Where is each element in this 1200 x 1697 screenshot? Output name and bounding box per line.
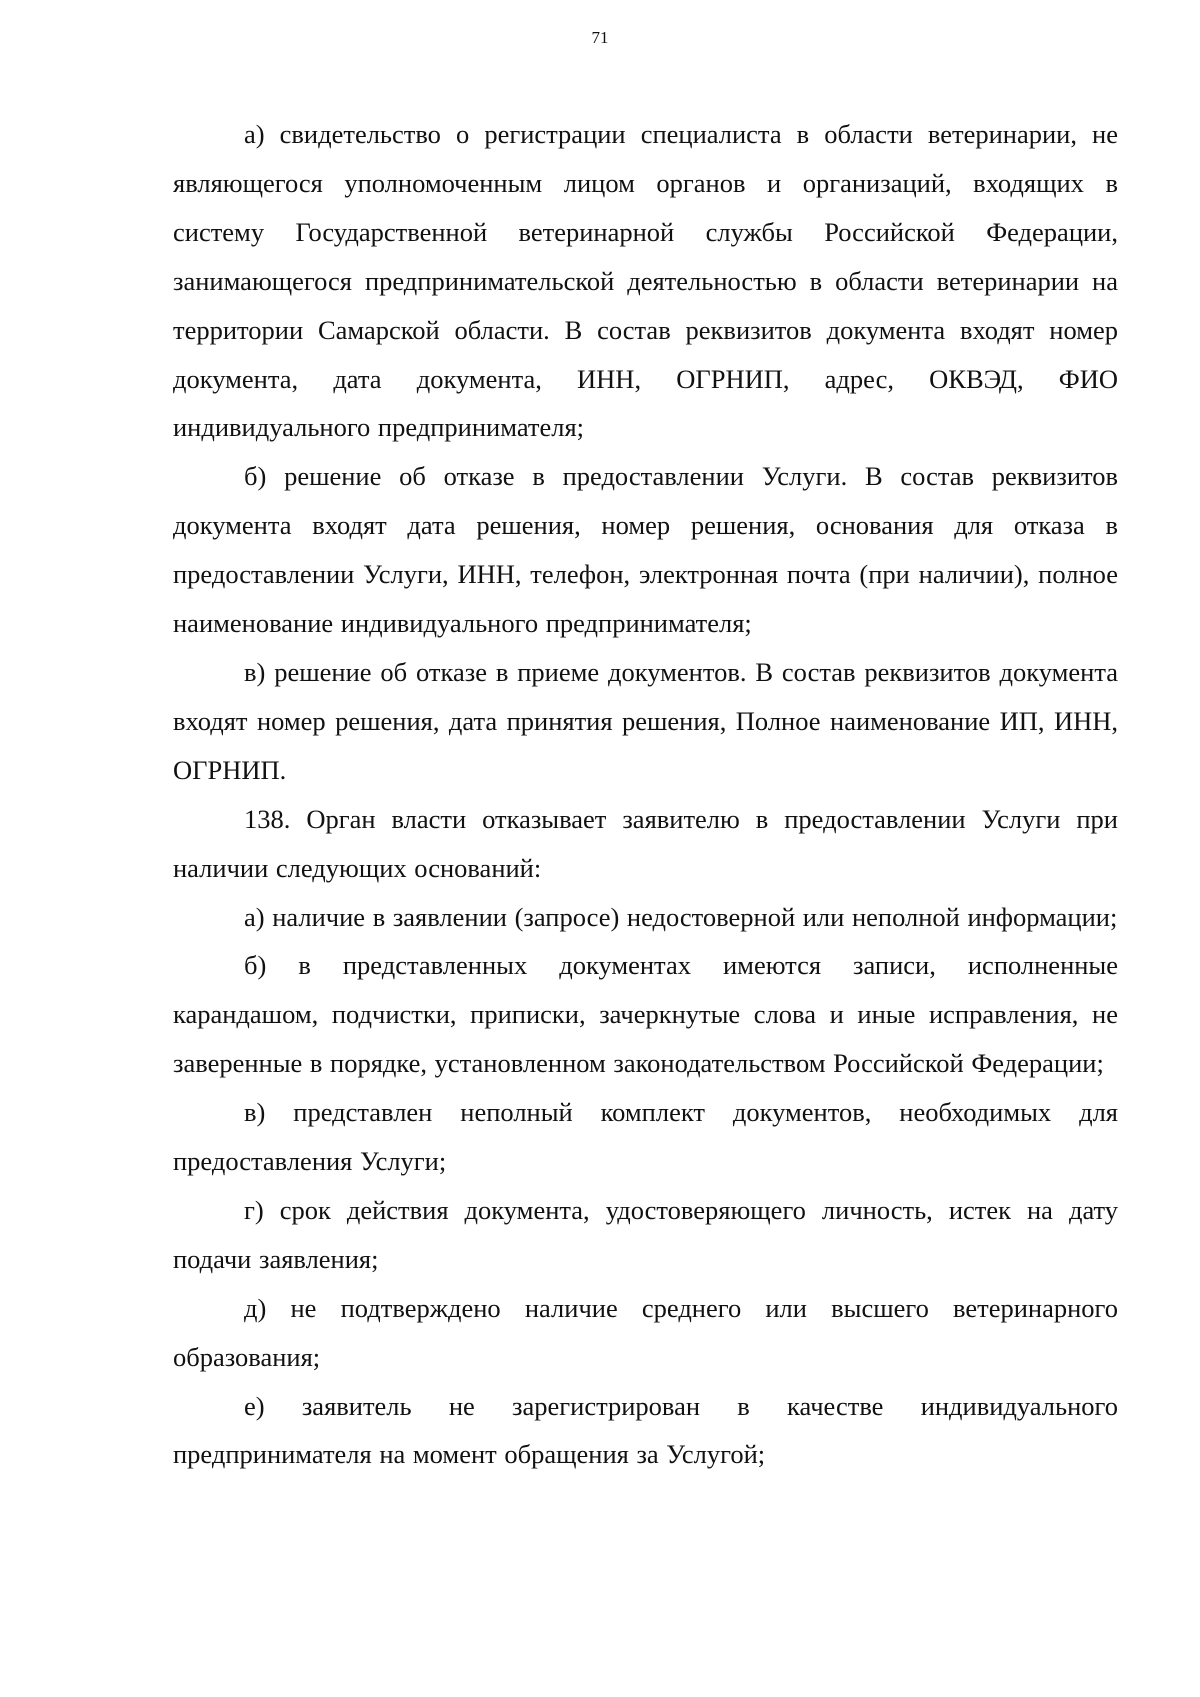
- paragraph-ground-e: е) заявитель не зарегистрирован в качестве индивидуального предпринимателя на момент обращения за Услугой;: [173, 1390, 1118, 1470]
- paragraph-refusal-acceptance: в) решение об отказе в приеме документов. В состав реквизитов документа входят номер решения, дата принятия решения, Полное наименование ИП, ИНН, ОГРНИП.: [173, 656, 1118, 785]
- paragraph-clause-138: 138. Орган власти отказывает заявителю в предоставлении Услуги при наличии следующих оснований:: [173, 803, 1118, 883]
- paragraph-ground-b: б) в представленных документах имеются записи, исполненные карандашом, подчистки, приписки, зачеркнутые слова и иные исправления, не заверенные в порядке, установленном законодательством Российской Федерации;: [173, 950, 1118, 1079]
- paragraph-ground-a: а) наличие в заявлении (запросе) недостоверной или неполной информации;: [244, 901, 1118, 932]
- document-body: [173, 110, 1118, 1479]
- paragraph-ground-d: д) не подтверждено наличие среднего или высшего ветеринарного образования;: [173, 1292, 1118, 1372]
- page-number: 71: [591, 28, 609, 47]
- paragraph-registration-certificate: а) свидетельство о регистрации специалиста в области ветеринарии, не являющегося уполномоченным лицом органов и организаций, входящих в систему Государственной ветеринарной службы Российской Федерации, занимающегося предпринимательской деятельностью в области ветеринарии на территории Самарской области. В состав реквизитов документа входят номер документа, дата документа, ИНН, ОГРНИП, адрес, ОКВЭД, ФИО индивидуального предпринимателя;: [173, 119, 1118, 443]
- paragraph-ground-v: в) представлен неполный комплект документов, необходимых для предоставления Услуги;: [173, 1097, 1118, 1177]
- paragraph-refusal-decision: б) решение об отказе в предоставлении Услуги. В состав реквизитов документа входят дата решения, номер решения, основания для отказа в предоставлении Услуги, ИНН, телефон, электронная почта (при наличии), полное наименование индивидуального предпринимателя;: [173, 461, 1118, 639]
- paragraph-ground-g: г) срок действия документа, удостоверяющего личность, истек на дату подачи заявления;: [173, 1194, 1118, 1274]
